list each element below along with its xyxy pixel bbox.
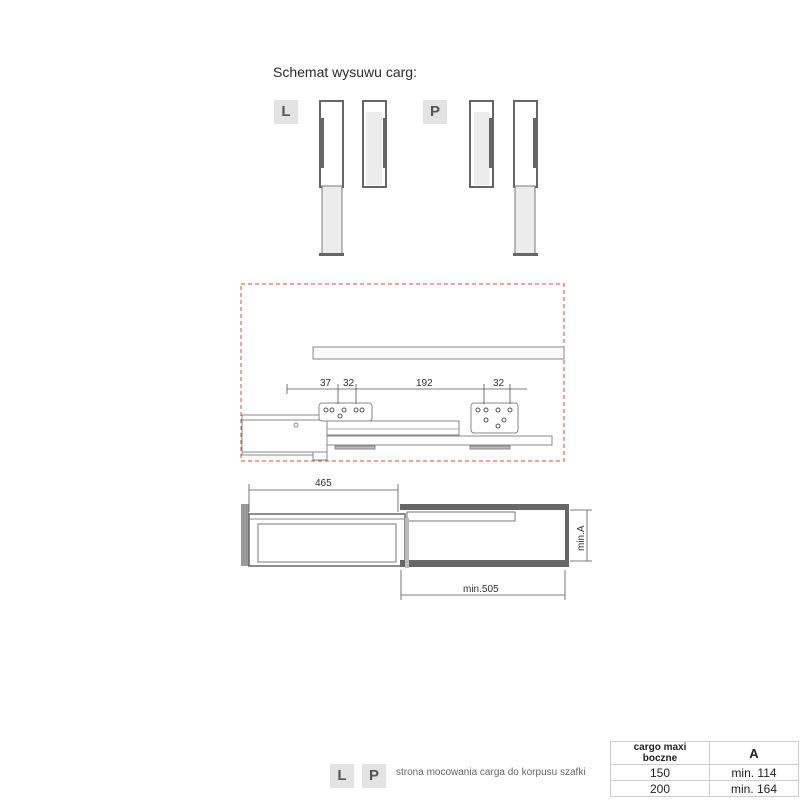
table-cell: 200 [611,781,710,797]
legend-right-badge: P [362,764,386,788]
table-row [611,781,799,797]
cabinet-side-view [241,504,569,568]
dim-37: 37 [320,378,332,389]
legend-description: strona mocowania carga do korpusu szafki [396,767,586,778]
dim-465: 465 [315,478,332,489]
table-header-row [611,742,799,765]
table-cell: min. 164 [710,781,799,797]
dim-min505: min.505 [463,584,499,595]
table-cell: 150 [611,765,710,781]
left-side-badge: L [274,100,298,124]
right-side-badge: P [423,100,447,124]
rail-detail-drawing [242,347,564,460]
right-extended-cargo-icon [513,101,538,256]
dim-32-a: 32 [343,378,355,389]
legend-left-badge: L [330,764,354,788]
spec-table [610,741,799,797]
left-extended-cargo-icon [319,101,344,256]
table-header-cell: A [710,742,799,765]
dim-192: 192 [416,378,433,389]
dim-32-b: 32 [493,378,505,389]
table-cell: min. 114 [710,765,799,781]
left-retracted-cargo-icon [363,101,386,187]
table-row [611,765,799,781]
dim-min-a: min.A [576,525,587,551]
table-header-cell: cargo maxi boczne [611,742,710,765]
diagram-title: Schemat wysuwu carg: [273,64,417,80]
right-retracted-cargo-icon [470,101,493,187]
